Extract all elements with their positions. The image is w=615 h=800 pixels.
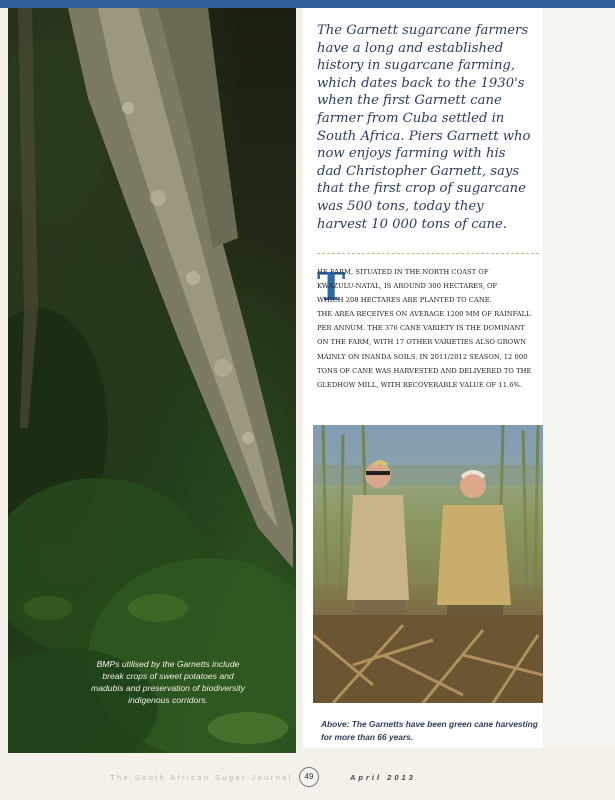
farmers-illustration	[313, 425, 543, 703]
divider	[317, 253, 539, 254]
page-margin	[545, 8, 615, 748]
page-number: 49	[299, 767, 319, 787]
forest-illustration	[8, 8, 296, 753]
farmers-photo-caption: Above: The Garnetts have been green cane harvesting for more than 66 years.	[321, 719, 538, 742]
drop-cap: T	[317, 264, 346, 309]
farmers-photo	[313, 425, 543, 703]
pull-quote: The Garnett sugarcane farmers have a long and established history in sugarcane farming, which dates back to the 1930's when the first Garnett cane farmer from Cuba settled in South Africa. Piers Garnett who now enjoys farming with his dad Christopher Garnett, says that the first crop of sugarcane was 500 tons, today they harvest 10 000 tons of cane.	[317, 23, 531, 232]
journal-name: The South African Sugar Journal	[110, 773, 293, 782]
forest-photo-caption: BMPs utilised by the Garnetts include break crops of sweet potatoes and madubis and preservation of biodiversity indigenous corridors.	[91, 659, 245, 705]
issue-date: April 2013	[350, 773, 416, 782]
article-body: HE FARM, SITUATED IN THE NORTH COAST OF KWAZULU-NATAL, IS AROUND 300 HECTARES, OF WHICH 208 HECTARES ARE PLANTED TO CANE. THE AREA RECEIVES ON AVERAGE 1200 MM OF RAINFALL PER ANNUM. THE 376 CANE VARIETY IS THE DOMINANT ON THE FARM, WITH 17 OTHER VARIETIES ALSO GROWN MAINLY ON INANDA SOILS. IN 2011/2012 SEASON, 12 000 TONS OF CANE WAS HARVESTED AND DELIVERED TO THE GLEDHOW MILL, WITH RECOVERABLE VALUE OF 11.6%.	[317, 268, 532, 389]
page-footer	[0, 764, 615, 794]
top-color-band	[0, 0, 615, 8]
forest-photo	[8, 8, 296, 753]
